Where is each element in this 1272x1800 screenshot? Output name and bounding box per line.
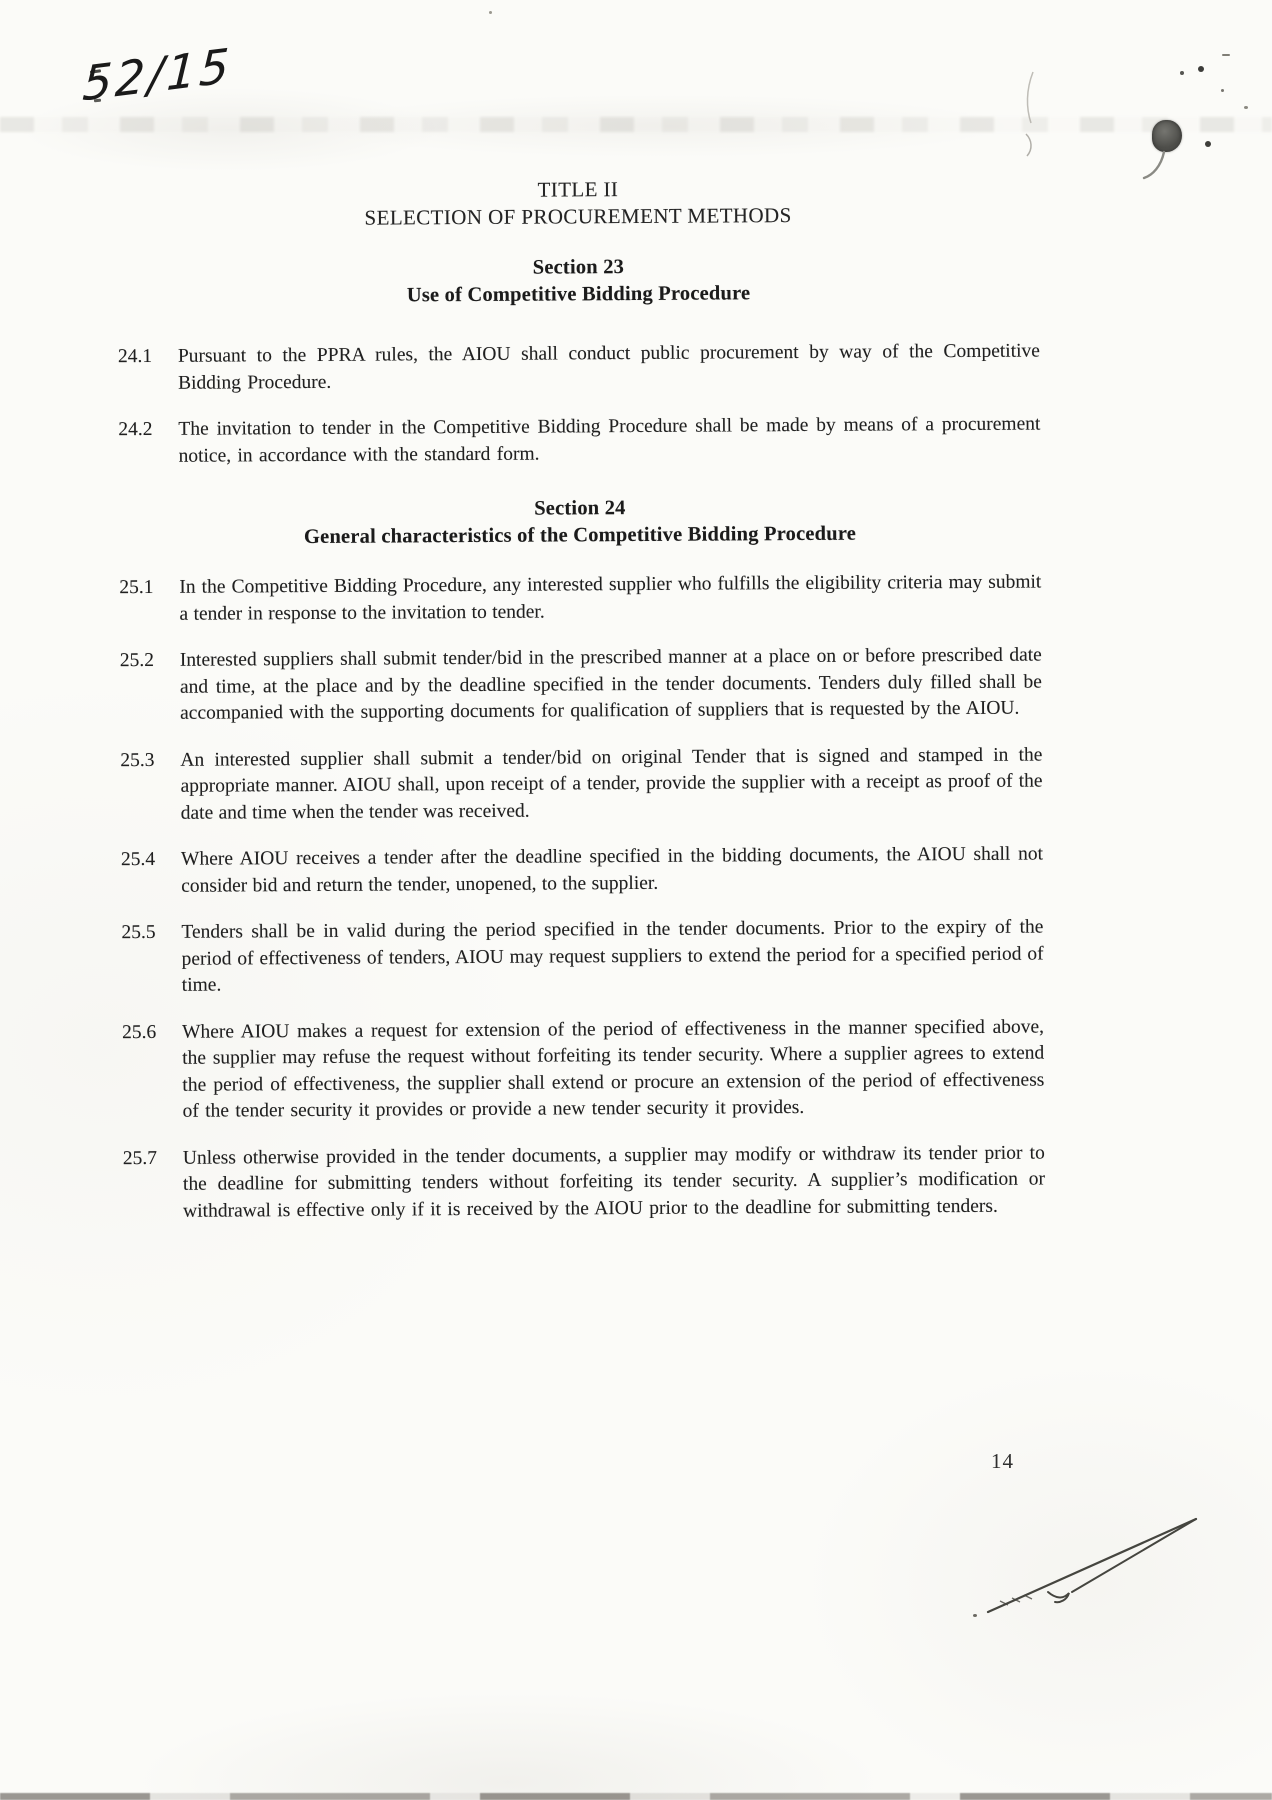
section-24-heading — [119, 493, 1041, 552]
section-heading-line: Section 24 — [534, 497, 626, 520]
section-23-heading — [117, 252, 1039, 311]
clause-text: Interested suppliers shall submit tender/bid in the prescribed manner at a place on or before prescribed date and time, at the place and by the deadline specified in the tender documents. Tenders duly filled shall be accompanied with the supporting documents for qualification of suppliers that is requested by the AIOU. — [179, 644, 1042, 724]
clause-number: 24.1 — [117, 345, 153, 368]
clause-number: 25.3 — [120, 749, 155, 771]
clause-text: Where AIOU receives a tender after the deadline specified in the bidding documents, the AIOU shall not consider bid and return the tender, unopened, to the supplier. — [180, 843, 1044, 897]
title-block — [116, 0, 1039, 233]
section-heading-line: Section 23 — [532, 256, 625, 279]
clause-text: An interested supplier shall submit a tender/bid on original Tender that is signed and stamped in the appropriate manner. AIOU shall, upon receipt of a tender, provide the supplier with a receipt as proof of the date and time when the tender was received. — [180, 744, 1043, 824]
page-number: 14 — [991, 1449, 1014, 1473]
clause-text: Unless otherwise provided in the tender documents, a supplier may modify or withdraw its tender prior to the deadline for submitting tenders without forfeiting its tender security. A supplier’s modification or withdrawal is effective only if it is received by the AIOU prior to the deadline for submitting tenders. — [182, 1142, 1046, 1222]
clause-number: 25.4 — [120, 848, 156, 871]
clause-25-4 — [121, 842, 1043, 901]
ink-speck — [973, 1614, 977, 1617]
clause-number: 24.2 — [118, 418, 153, 441]
clause-25-7 — [123, 1140, 1045, 1225]
clause-24-1 — [118, 339, 1040, 398]
title-line: TITLE II — [537, 177, 619, 202]
clause-text: In the Competitive Bidding Procedure, any interested supplier who fulfills the eligibility criteria may submit a tender in response to the invitation to tender. — [179, 571, 1042, 625]
clause-text: Tenders shall be in valid during the period specified in the tender documents. Prior to the expiry of the period of effectiveness of tenders, AIOU may request suppliers to extend the period for a specified period of time. — [181, 916, 1044, 996]
clause-number: 25.7 — [122, 1147, 158, 1169]
clause-text: The invitation to tender in the Competitive Bidding Procedure shall be made by means of a procurement notice, in accordance with the standard form. — [178, 413, 1041, 467]
section-subheading-line: Use of Competitive Bidding Procedure — [406, 281, 751, 306]
clause-25-2 — [120, 643, 1042, 728]
clause-number: 25.1 — [119, 576, 154, 599]
clause-25-3 — [120, 742, 1042, 827]
clause-25-6 — [122, 1014, 1045, 1126]
clause-24-2 — [118, 412, 1040, 471]
clause-text: Pursuant to the PPRA rules, the AIOU shall conduct public procurement by way of the Competitive Bidding Procedure. — [177, 340, 1040, 394]
clause-number: 25.5 — [121, 921, 156, 944]
clause-number: 25.6 — [121, 1021, 157, 1043]
section-subheading-line: General characteristics of the Competitive Bidding Procedure — [303, 522, 857, 548]
scan-edge-band — [0, 1793, 1272, 1800]
clause-text: Where AIOU makes a request for extension of the period of effectiveness in the manner specified above, the supplier may refuse the request without forfeiting its tender security. Where a supplier agrees to extend the period of effectiveness, the supplier shall extend or procure an extension of the period of effectiveness of the tender security it provides or provide a new tender security it provides. — [181, 1016, 1045, 1122]
title-subline: SELECTION OF PROCUREMENT METHODS — [364, 203, 792, 230]
clause-25-1 — [119, 570, 1041, 629]
clause-number: 25.2 — [119, 649, 154, 672]
handwritten-folio-note: 52/15 — [81, 38, 234, 113]
clause-25-5 — [121, 915, 1043, 1000]
